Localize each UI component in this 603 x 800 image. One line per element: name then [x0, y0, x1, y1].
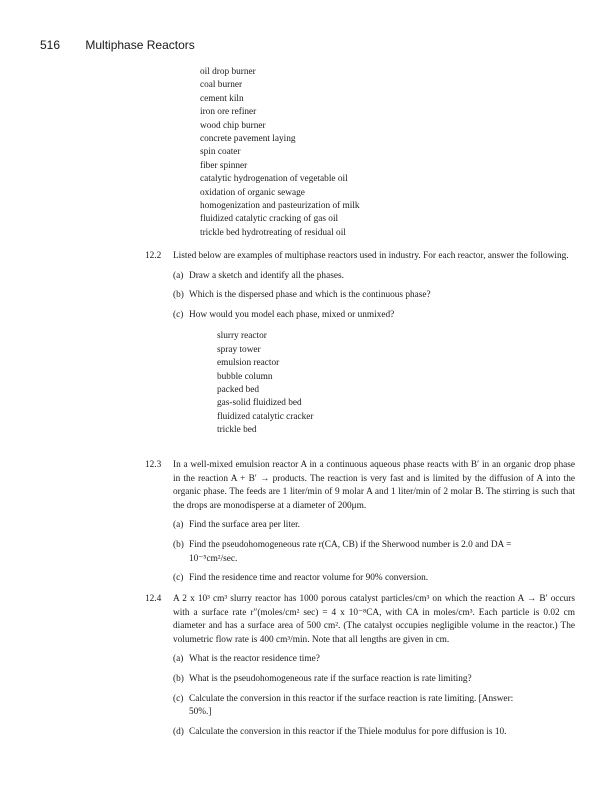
list-item: trickle bed hydrotreating of residual oil	[200, 227, 346, 238]
subquestion-b: (b) Find the pseudohomogeneous rate r(CA, CB) if the Sherwood number is 2.0 and DA = 10⁻⁵cm²/sec.	[173, 539, 512, 564]
problem-intro: A 2 x 10³ cm³ slurry reactor has 1000 porous catalyst particles/cm³ on which the reaction A → B′ occurs with a surface rate r″(moles/cm² sec) = 4 x 10⁻⁸CA, with CA in moles/cm³. Each particle is 0.02 cm diameter and has a surface area of 500 cm². (The catalyst occupies negligible volume in the reactor.) The volumetric flow rate is 400 cm³/min. Note that all lengths are given in cm.	[173, 594, 575, 645]
list-item: gas-solid fluidized bed	[217, 398, 302, 409]
list-item: wood chip burner	[200, 120, 266, 131]
subquestion-b: (b) Which is the dispersed phase and which is the continuous phase?	[173, 290, 431, 301]
list-item: fluidized catalytic cracking of gas oil	[200, 214, 339, 225]
subquestion-d: (d) Calculate the conversion in this reactor if the Thiele modulus for pore diffusion is 10.	[173, 726, 507, 737]
list-item: coal burner	[200, 80, 243, 91]
problem-number: 12.4	[145, 594, 162, 604]
problem-number: 12.2	[145, 251, 162, 261]
subquestion-b: (b) What is the pseudohomogeneous rate if the surface reaction is rate limiting?	[173, 673, 472, 684]
subquestion-c: (c) Calculate the conversion in this reactor if the surface reaction is rate limiting. [Answer: 50%.]	[173, 693, 514, 718]
list-item: oxidation of organic sewage	[200, 187, 305, 198]
list-item: homogenization and pasteurization of milk	[200, 201, 360, 212]
list-item: spray tower	[217, 344, 261, 355]
reactor-examples-list	[200, 66, 360, 240]
list-item: trickle bed	[217, 425, 257, 436]
subquestion-a: (a) What is the reactor residence time?	[173, 654, 320, 665]
problem-intro: In a well-mixed emulsion reactor A in a continuous aqueous phase reacts with B′ in an organic drop phase in the reaction A + B′ → products. The reaction is very fast and is limited by the diffusion of A into the organic phase. The feeds are 1 liter/min of 9 molar A and 1 liter/min of 2 molar B. The stirring is such that the drops are monodisperse at a diameter of 200μm.	[173, 460, 575, 511]
list-item: concrete pavement laying	[200, 134, 296, 145]
subquestion-a: (a) Draw a sketch and identify all the phases.	[173, 270, 344, 281]
running-title: Multiphase Reactors	[85, 38, 195, 52]
list-item: oil drop burner	[200, 67, 256, 77]
subquestion-a: (a) Find the surface area per liter.	[173, 520, 300, 531]
list-item: fluidized catalytic cracker	[217, 411, 314, 422]
list-item: catalytic hydrogenation of vegetable oil	[200, 174, 348, 185]
list-item: cement kiln	[200, 93, 244, 104]
page-number: 516	[40, 38, 61, 52]
problem-12-2	[145, 250, 575, 438]
page-header	[40, 38, 195, 52]
list-item: spin coater	[200, 147, 241, 158]
list-item: bubble column	[217, 371, 273, 382]
list-item: fiber spinner	[200, 160, 248, 171]
problem-intro: Listed below are examples of multiphase reactors used in industry. For each reactor, answer the following.	[173, 251, 569, 261]
multiphase-reactor-list	[217, 330, 575, 437]
problem-12-4	[145, 593, 575, 739]
subquestion-c: (c) Find the residence time and reactor volume for 90% conversion.	[173, 573, 429, 584]
list-item: iron ore refiner	[200, 107, 257, 118]
subquestion-c: (c) How would you model each phase, mixed or unmixed?	[173, 309, 395, 320]
problem-12-3	[145, 459, 575, 586]
list-item: slurry reactor	[217, 331, 267, 342]
problem-number: 12.3	[145, 460, 162, 470]
list-item: emulsion reactor	[217, 358, 280, 369]
list-item: packed bed	[217, 385, 260, 395]
